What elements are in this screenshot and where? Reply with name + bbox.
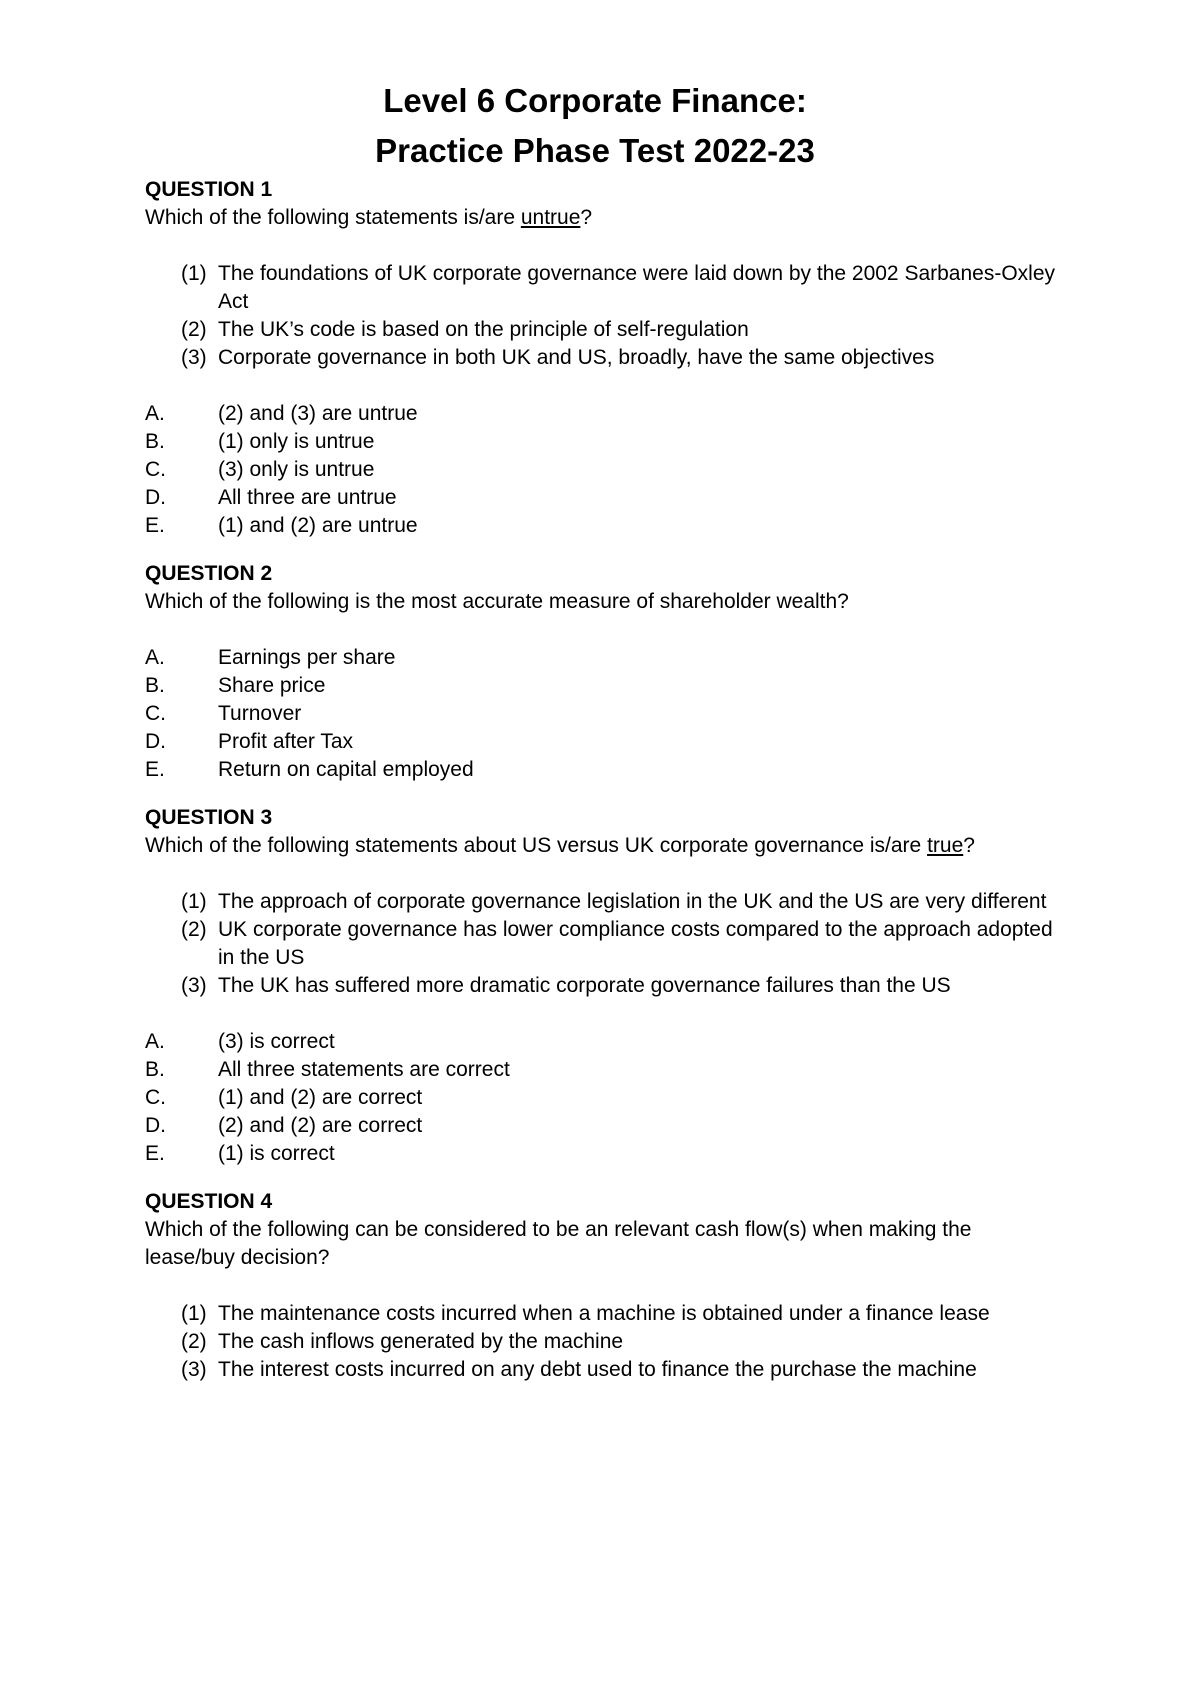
statement-number: (3) bbox=[181, 1358, 207, 1381]
option-item bbox=[145, 484, 1065, 512]
statement-number: (1) bbox=[181, 890, 207, 913]
document-title bbox=[145, 76, 1065, 176]
statement-item bbox=[181, 916, 1065, 972]
title-line-2: Practice Phase Test 2022-23 bbox=[375, 132, 815, 169]
question-heading: QUESTION 2 bbox=[145, 562, 273, 585]
option-letter: E. bbox=[145, 514, 165, 537]
option-letter: D. bbox=[145, 486, 166, 509]
option-item bbox=[145, 428, 1065, 456]
statement-text: The approach of corporate governance legislation in the UK and the US are very different bbox=[218, 890, 1047, 913]
option-list bbox=[145, 400, 1065, 540]
option-item bbox=[145, 1084, 1065, 1112]
statement-text: The maintenance costs incurred when a machine is obtained under a finance lease bbox=[218, 1302, 990, 1325]
statement-text: The cash inflows generated by the machine bbox=[218, 1330, 624, 1353]
option-item bbox=[145, 400, 1065, 428]
statement-number: (2) bbox=[181, 1330, 207, 1353]
option-list bbox=[145, 644, 1065, 784]
statement-item bbox=[181, 1356, 1065, 1384]
option-item bbox=[145, 456, 1065, 484]
question-text-part: Which of the following statements about US versus UK corporate governance is/are bbox=[145, 834, 928, 857]
option-text: (2) and (2) are correct bbox=[218, 1114, 423, 1137]
option-text: (2) and (3) are untrue bbox=[218, 402, 418, 425]
option-text: Share price bbox=[218, 674, 326, 697]
option-text: (1) and (2) are untrue bbox=[218, 514, 418, 537]
question-text bbox=[145, 204, 1065, 232]
question-text-part: Which of the following statements is/are bbox=[145, 206, 521, 229]
option-text: Earnings per share bbox=[218, 646, 396, 669]
option-item bbox=[145, 1056, 1065, 1084]
option-letter: C. bbox=[145, 1086, 166, 1109]
statement-text: Corporate governance in both UK and US, broadly, have the same objectives bbox=[218, 346, 935, 369]
option-text: (1) is correct bbox=[218, 1142, 335, 1165]
question-text-underlined: true bbox=[927, 834, 964, 857]
question-heading: QUESTION 1 bbox=[145, 178, 273, 201]
option-letter: A. bbox=[145, 1030, 165, 1053]
question-2 bbox=[145, 560, 1065, 784]
option-item bbox=[145, 1028, 1065, 1056]
option-text: (3) is correct bbox=[218, 1030, 335, 1053]
question-text bbox=[145, 832, 1065, 860]
statement-number: (2) bbox=[181, 918, 207, 941]
option-text: All three are untrue bbox=[218, 486, 397, 509]
statement-number: (3) bbox=[181, 974, 207, 997]
statement-list bbox=[145, 888, 1065, 1000]
option-item bbox=[145, 1112, 1065, 1140]
option-item bbox=[145, 728, 1065, 756]
option-item bbox=[145, 512, 1065, 540]
option-text: Return on capital employed bbox=[218, 758, 474, 781]
question-text-part: ? bbox=[963, 834, 975, 857]
statement-list bbox=[145, 260, 1065, 372]
question-4 bbox=[145, 1188, 1065, 1384]
option-letter: A. bbox=[145, 402, 165, 425]
question-text: Which of the following is the most accurate measure of shareholder wealth? bbox=[145, 590, 849, 613]
statement-text: UK corporate governance has lower compliance costs compared to the approach adopted in the US bbox=[218, 918, 1053, 969]
statement-text: The interest costs incurred on any debt used to finance the purchase the machine bbox=[218, 1358, 977, 1381]
option-letter: C. bbox=[145, 458, 166, 481]
option-list bbox=[145, 1028, 1065, 1168]
statement-number: (3) bbox=[181, 346, 207, 369]
option-letter: B. bbox=[145, 430, 165, 453]
statement-text: The UK has suffered more dramatic corporate governance failures than the US bbox=[218, 974, 951, 997]
statement-item bbox=[181, 260, 1065, 316]
option-letter: C. bbox=[145, 702, 166, 725]
statement-number: (2) bbox=[181, 318, 207, 341]
option-text: All three statements are correct bbox=[218, 1058, 510, 1081]
option-item bbox=[145, 644, 1065, 672]
option-item bbox=[145, 1140, 1065, 1168]
title-line-1: Level 6 Corporate Finance: bbox=[383, 82, 807, 119]
option-item bbox=[145, 700, 1065, 728]
statement-number: (1) bbox=[181, 262, 207, 285]
option-letter: D. bbox=[145, 1114, 166, 1137]
option-text: (1) and (2) are correct bbox=[218, 1086, 423, 1109]
statement-item bbox=[181, 316, 1065, 344]
statement-list bbox=[145, 1300, 1065, 1384]
option-text: (3) only is untrue bbox=[218, 458, 375, 481]
question-1 bbox=[145, 176, 1065, 540]
option-letter: A. bbox=[145, 646, 165, 669]
option-text: (1) only is untrue bbox=[218, 430, 375, 453]
document-page bbox=[145, 76, 1065, 1384]
option-letter: E. bbox=[145, 1142, 165, 1165]
statement-item bbox=[181, 1328, 1065, 1356]
statement-item bbox=[181, 888, 1065, 916]
statement-text: The foundations of UK corporate governance were laid down by the 2002 Sarbanes-Oxley Act bbox=[218, 262, 1056, 313]
statement-number: (1) bbox=[181, 1302, 207, 1325]
statement-item bbox=[181, 344, 1065, 372]
option-letter: E. bbox=[145, 758, 165, 781]
option-item bbox=[145, 756, 1065, 784]
question-text: Which of the following can be considered to be an relevant cash flow(s) when making the lease/buy decision? bbox=[145, 1218, 972, 1269]
question-text-part: ? bbox=[580, 206, 593, 229]
statement-item bbox=[181, 1300, 1065, 1328]
statement-text: The UK’s code is based on the principle of self-regulation bbox=[218, 318, 749, 341]
option-letter: B. bbox=[145, 1058, 165, 1081]
option-item bbox=[145, 672, 1065, 700]
option-letter: B. bbox=[145, 674, 165, 697]
statement-item bbox=[181, 972, 1065, 1000]
option-text: Profit after Tax bbox=[218, 730, 354, 753]
question-3 bbox=[145, 804, 1065, 1168]
option-letter: D. bbox=[145, 730, 166, 753]
option-text: Turnover bbox=[218, 702, 302, 725]
question-heading: QUESTION 3 bbox=[145, 806, 273, 829]
question-heading: QUESTION 4 bbox=[145, 1190, 273, 1213]
question-text-underlined: untrue bbox=[520, 206, 581, 229]
